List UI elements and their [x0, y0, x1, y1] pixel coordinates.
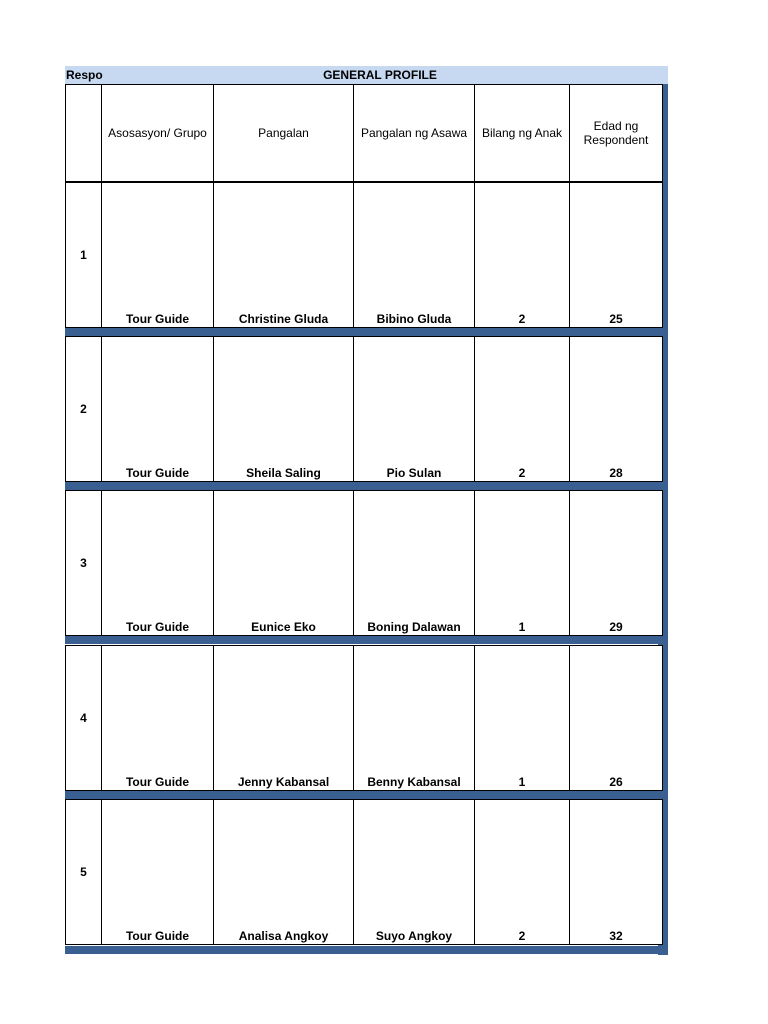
table-row [66, 491, 663, 636]
pangalan-cell [214, 646, 354, 791]
asawa-cell-text: Benny Kabansal [367, 775, 461, 789]
row-separator-band [65, 946, 658, 954]
edad-cell-text: 28 [609, 466, 623, 480]
header-row [66, 85, 663, 182]
anak-cell-text: 2 [518, 466, 526, 480]
pangalan-cell-text: Eunice Eko [251, 620, 316, 634]
table-row [66, 646, 663, 791]
respondent-block [65, 336, 663, 482]
respondent-block [65, 182, 663, 328]
column-header-number [66, 85, 102, 182]
edad-cell [570, 491, 663, 636]
edad-cell [570, 800, 663, 945]
row-number-text: 2 [80, 402, 87, 416]
row-number [66, 646, 102, 791]
anak-cell [475, 491, 570, 636]
spreadsheet-sheet [65, 66, 668, 955]
column-header-pangalan: Pangalan [214, 85, 354, 182]
edad-cell [570, 183, 663, 328]
grupo-cell-text: Tour Guide [125, 775, 190, 789]
edad-cell-text: 32 [609, 929, 623, 943]
row-number-text: 1 [80, 248, 87, 262]
grupo-cell [102, 337, 214, 482]
column-header-edad: Edad ng Respondent [570, 85, 663, 182]
anak-cell-text: 1 [518, 620, 526, 634]
asawa-cell [354, 183, 475, 328]
edad-cell-text: 29 [609, 620, 623, 634]
column-header-grupo: Asosasyon/ Grupo [102, 85, 214, 182]
pangalan-cell-text: Analisa Angkoy [238, 929, 329, 943]
column-header-asawa: Pangalan ng Asawa [354, 85, 475, 182]
grupo-cell-text: Tour Guide [125, 620, 190, 634]
row-number [66, 183, 102, 328]
asawa-cell [354, 800, 475, 945]
grupo-cell-text: Tour Guide [125, 312, 190, 326]
asawa-cell-text: Suyo Angkoy [375, 929, 453, 943]
row-separator-band [65, 482, 658, 490]
pangalan-cell [214, 491, 354, 636]
row-number [66, 800, 102, 945]
table-row [66, 337, 663, 482]
pangalan-cell-text: Christine Gluda [238, 312, 329, 326]
anak-cell [475, 800, 570, 945]
asawa-cell-text: Bibino Gluda [376, 312, 452, 326]
sheet-title: GENERAL PROFILE [323, 68, 437, 82]
asawa-cell [354, 337, 475, 482]
table-row [66, 183, 663, 328]
respondent-block [65, 490, 663, 636]
anak-cell-text: 2 [518, 929, 526, 943]
grupo-cell-text: Tour Guide [125, 929, 190, 943]
table-row [66, 800, 663, 945]
asawa-cell [354, 491, 475, 636]
pangalan-cell-text: Jenny Kabansal [237, 775, 330, 789]
respondent-block [65, 799, 663, 945]
row-separator-band [65, 636, 658, 644]
row-separator-band [65, 328, 658, 336]
row-number [66, 491, 102, 636]
row-number [66, 337, 102, 482]
grupo-cell-text: Tour Guide [125, 466, 190, 480]
anak-cell [475, 646, 570, 791]
grupo-cell [102, 646, 214, 791]
anak-cell-text: 1 [518, 775, 526, 789]
pangalan-cell-text: Sheila Saling [246, 466, 321, 480]
anak-cell [475, 183, 570, 328]
asawa-cell-text: Pio Sulan [386, 466, 442, 480]
column-header-anak: Bilang ng Anak [475, 85, 570, 182]
edad-cell [570, 337, 663, 482]
row-number-text: 3 [80, 556, 87, 570]
respo-label: Respo [66, 68, 103, 82]
asawa-cell [354, 646, 475, 791]
edad-cell-text: 25 [609, 312, 623, 326]
anak-cell-text: 2 [518, 312, 526, 326]
edad-cell-text: 26 [609, 775, 623, 789]
row-separator-band [65, 791, 658, 799]
pangalan-cell [214, 337, 354, 482]
row-number-text: 5 [80, 865, 87, 879]
grupo-cell [102, 800, 214, 945]
row-number-text: 4 [80, 711, 87, 725]
grupo-cell [102, 183, 214, 328]
anak-cell [475, 337, 570, 482]
pangalan-cell [214, 183, 354, 328]
title-bar [65, 66, 668, 84]
edad-cell [570, 646, 663, 791]
asawa-cell-text: Boning Dalawan [367, 620, 461, 634]
pangalan-cell [214, 800, 354, 945]
respondent-block [65, 645, 663, 791]
grupo-cell [102, 491, 214, 636]
header-table [65, 84, 663, 182]
